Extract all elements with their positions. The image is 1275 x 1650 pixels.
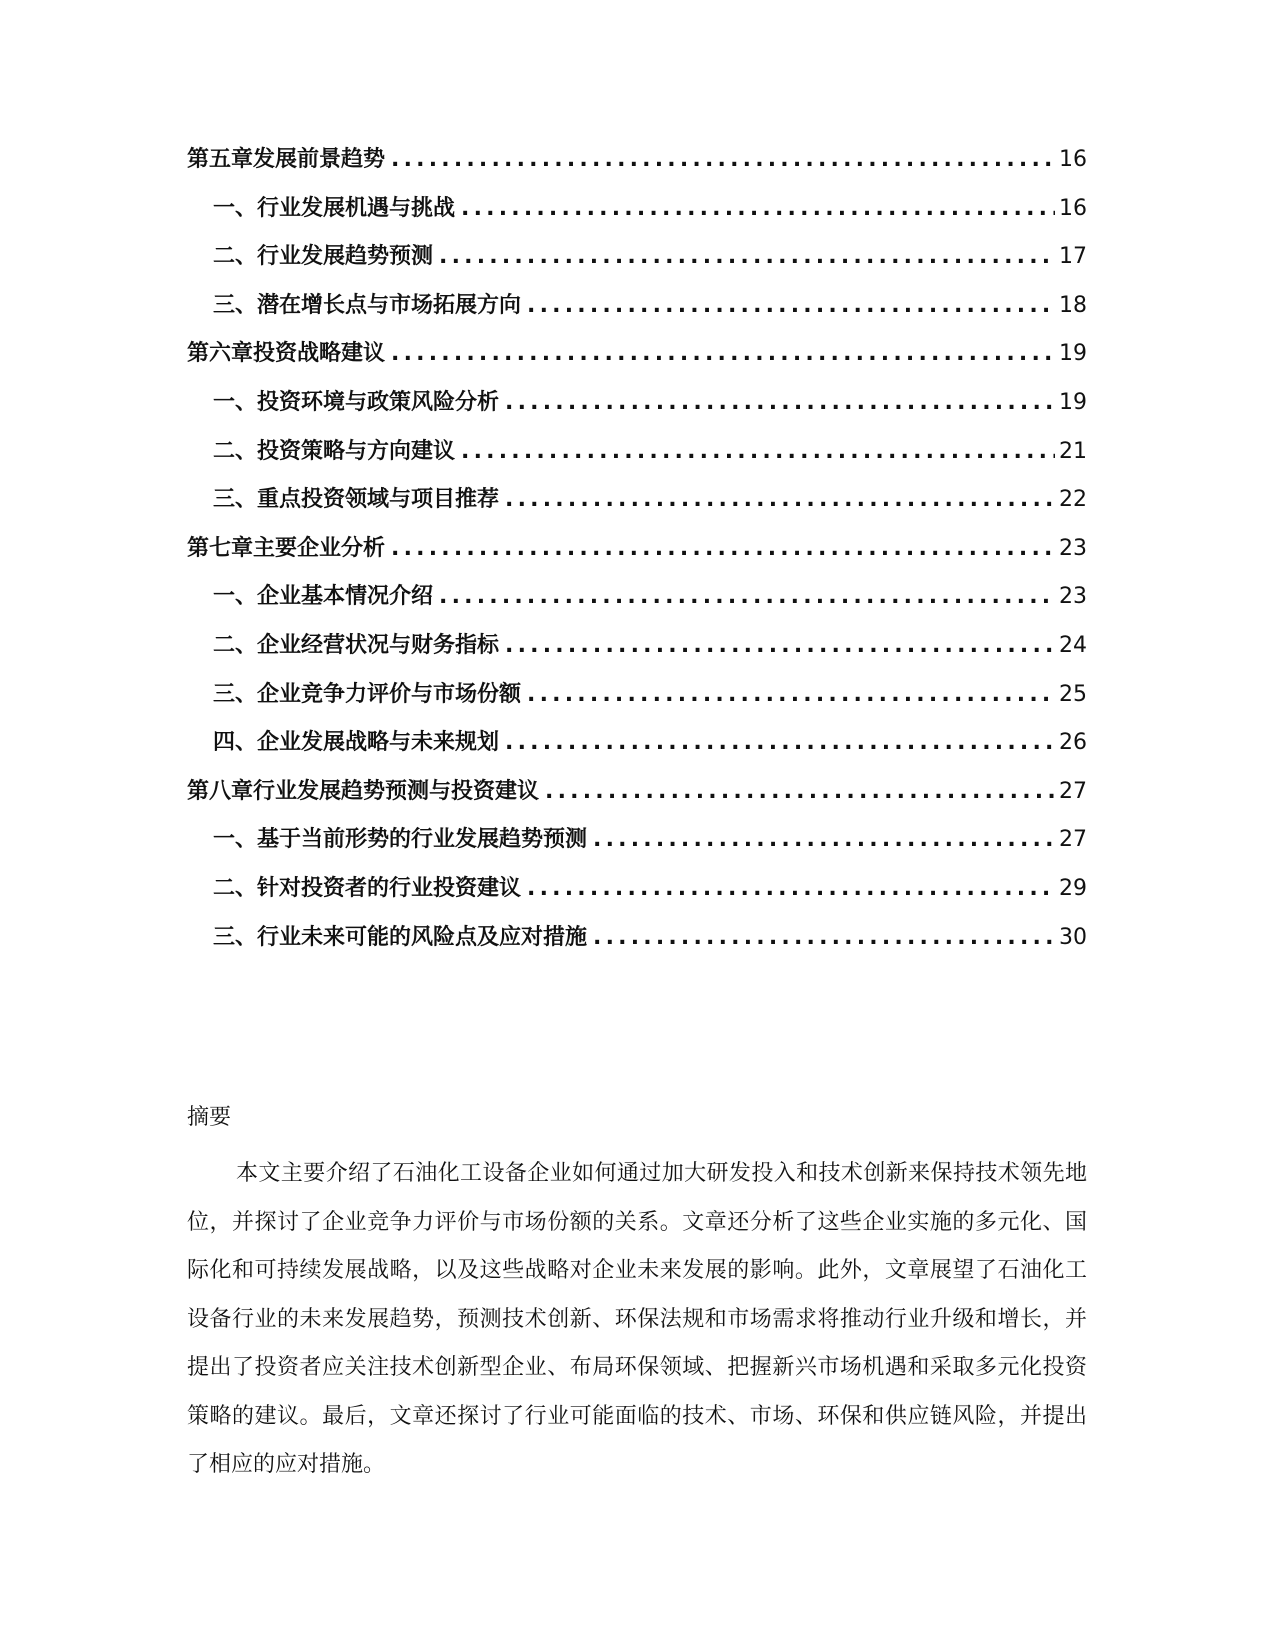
toc-entry-number: 三、 bbox=[213, 487, 258, 513]
toc-dot-leader bbox=[593, 827, 1055, 852]
toc-section-entry[interactable] bbox=[187, 725, 1087, 774]
toc-entry-page-number: 24 bbox=[1059, 632, 1087, 658]
toc-entry-title: 主要企业分析 bbox=[253, 535, 386, 561]
toc-dot-leader bbox=[461, 196, 1055, 221]
toc-dot-leader bbox=[391, 536, 1055, 561]
toc-section-entry[interactable] bbox=[187, 628, 1087, 677]
toc-entry-page-number: 18 bbox=[1059, 292, 1087, 318]
toc-entry-number: 一、 bbox=[213, 827, 258, 853]
toc-entry-title: 投资策略与方向建议 bbox=[257, 438, 456, 464]
toc-entry-number: 二、 bbox=[213, 244, 258, 270]
toc-entry-page-number: 23 bbox=[1059, 584, 1087, 610]
toc-entry-number: 一、 bbox=[213, 389, 258, 415]
toc-dot-leader bbox=[527, 293, 1055, 318]
toc-entry-page-number: 29 bbox=[1059, 875, 1087, 901]
toc-entry-number: 第八章 bbox=[187, 778, 254, 804]
toc-section-entry[interactable] bbox=[187, 239, 1087, 288]
toc-section-entry[interactable] bbox=[187, 871, 1087, 920]
toc-entry-title: 企业基本情况介绍 bbox=[257, 584, 434, 610]
toc-entry-title: 发展前景趋势 bbox=[253, 147, 386, 172]
toc-entry-title: 行业发展趋势预测与投资建议 bbox=[253, 778, 540, 804]
toc-entry-page-number: 30 bbox=[1059, 924, 1087, 950]
table-of-contents bbox=[187, 142, 1087, 968]
toc-entry-number: 二、 bbox=[213, 438, 258, 464]
toc-section-entry[interactable] bbox=[187, 434, 1087, 483]
toc-chapter-entry[interactable] bbox=[187, 774, 1087, 823]
toc-entry-title: 行业发展趋势预测 bbox=[257, 244, 434, 270]
abstract-body: 本文主要介绍了石油化工设备企业如何通过加大研发投入和技术创新来保持技术领先地位，并探讨了企业竞争力评价与市场份额的关系。文章还分析了这些企业实施的多元化、国际化和可持续发展战略，以及这些战略对企业未来发展的影响。此外，文章展望了石油化工设备行业的未来发展趋势，预测技术创新、环保法规和市场需求将推动行业升级和增长，并提出了投资者应关注技术创新型企业、布局环保领域、把握新兴市场机遇和采取多元化投资策略的建议。最后，文章还探讨了行业可能面临的技术、市场、环保和供应链风险，并提出了相应的应对措施。 bbox=[187, 1161, 1087, 1477]
toc-entry-number: 三、 bbox=[213, 292, 258, 318]
toc-entry-page-number: 25 bbox=[1059, 681, 1087, 707]
toc-section-entry[interactable] bbox=[187, 191, 1087, 240]
toc-entry-title: 重点投资领域与项目推荐 bbox=[257, 487, 500, 513]
toc-entry-page-number: 26 bbox=[1059, 730, 1087, 756]
toc-entry-page-number: 17 bbox=[1059, 244, 1087, 270]
toc-dot-leader bbox=[391, 341, 1055, 366]
toc-entry-title: 基于当前形势的行业发展趋势预测 bbox=[257, 827, 588, 853]
toc-entry-number: 一、 bbox=[213, 195, 258, 221]
toc-dot-leader bbox=[505, 633, 1055, 658]
toc-entry-number: 三、 bbox=[213, 681, 258, 707]
abstract-heading: 摘要 bbox=[187, 1105, 232, 1130]
toc-entry-number: 二、 bbox=[213, 632, 258, 658]
toc-entry-number: 一、 bbox=[213, 584, 258, 610]
toc-dot-leader bbox=[527, 876, 1055, 901]
toc-entry-title: 针对投资者的行业投资建议 bbox=[257, 875, 522, 901]
toc-entry-page-number: 21 bbox=[1059, 438, 1087, 464]
toc-dot-leader bbox=[439, 584, 1055, 609]
toc-entry-title: 投资环境与政策风险分析 bbox=[257, 389, 500, 415]
toc-entry-page-number: 16 bbox=[1059, 195, 1087, 221]
toc-section-entry[interactable] bbox=[187, 822, 1087, 871]
toc-section-entry[interactable] bbox=[187, 482, 1087, 531]
toc-section-entry[interactable] bbox=[187, 920, 1087, 969]
toc-entry-page-number: 19 bbox=[1059, 341, 1087, 367]
toc-section-entry[interactable] bbox=[187, 288, 1087, 337]
toc-dot-leader bbox=[505, 390, 1055, 415]
toc-entry-number: 第六章 bbox=[187, 341, 254, 367]
toc-dot-leader bbox=[391, 147, 1055, 172]
toc-entry-title: 企业竞争力评价与市场份额 bbox=[257, 681, 522, 707]
toc-entry-title: 行业发展机遇与挑战 bbox=[257, 195, 456, 221]
toc-entry-number: 第五章 bbox=[187, 147, 254, 172]
toc-entry-page-number: 19 bbox=[1059, 389, 1087, 415]
toc-entry-title: 行业未来可能的风险点及应对措施 bbox=[257, 924, 588, 950]
toc-dot-leader bbox=[545, 779, 1055, 804]
toc-entry-title: 企业发展战略与未来规划 bbox=[257, 730, 500, 756]
toc-entry-page-number: 16 bbox=[1059, 147, 1087, 172]
toc-entry-number: 三、 bbox=[213, 924, 258, 950]
toc-entry-title: 企业经营状况与财务指标 bbox=[257, 632, 500, 658]
toc-entry-title: 潜在增长点与市场拓展方向 bbox=[257, 292, 522, 318]
toc-entry-number: 二、 bbox=[213, 875, 258, 901]
toc-section-entry[interactable] bbox=[187, 385, 1087, 434]
toc-entry-number: 四、 bbox=[213, 730, 258, 756]
toc-entry-page-number: 23 bbox=[1059, 535, 1087, 561]
toc-entry-page-number: 27 bbox=[1059, 827, 1087, 853]
toc-dot-leader bbox=[461, 439, 1055, 464]
toc-dot-leader bbox=[527, 682, 1055, 707]
toc-dot-leader bbox=[439, 244, 1055, 269]
toc-dot-leader bbox=[505, 730, 1055, 755]
toc-section-entry[interactable] bbox=[187, 579, 1087, 628]
toc-entry-number: 第七章 bbox=[187, 535, 254, 561]
toc-entry-page-number: 22 bbox=[1059, 487, 1087, 513]
toc-entry-page-number: 27 bbox=[1059, 778, 1087, 804]
toc-section-entry[interactable] bbox=[187, 677, 1087, 726]
toc-chapter-entry[interactable] bbox=[187, 142, 1087, 191]
toc-entry-title: 投资战略建议 bbox=[253, 341, 386, 367]
toc-dot-leader bbox=[505, 487, 1055, 512]
toc-dot-leader bbox=[593, 925, 1055, 950]
toc-chapter-entry[interactable] bbox=[187, 531, 1087, 580]
toc-chapter-entry[interactable] bbox=[187, 336, 1087, 385]
